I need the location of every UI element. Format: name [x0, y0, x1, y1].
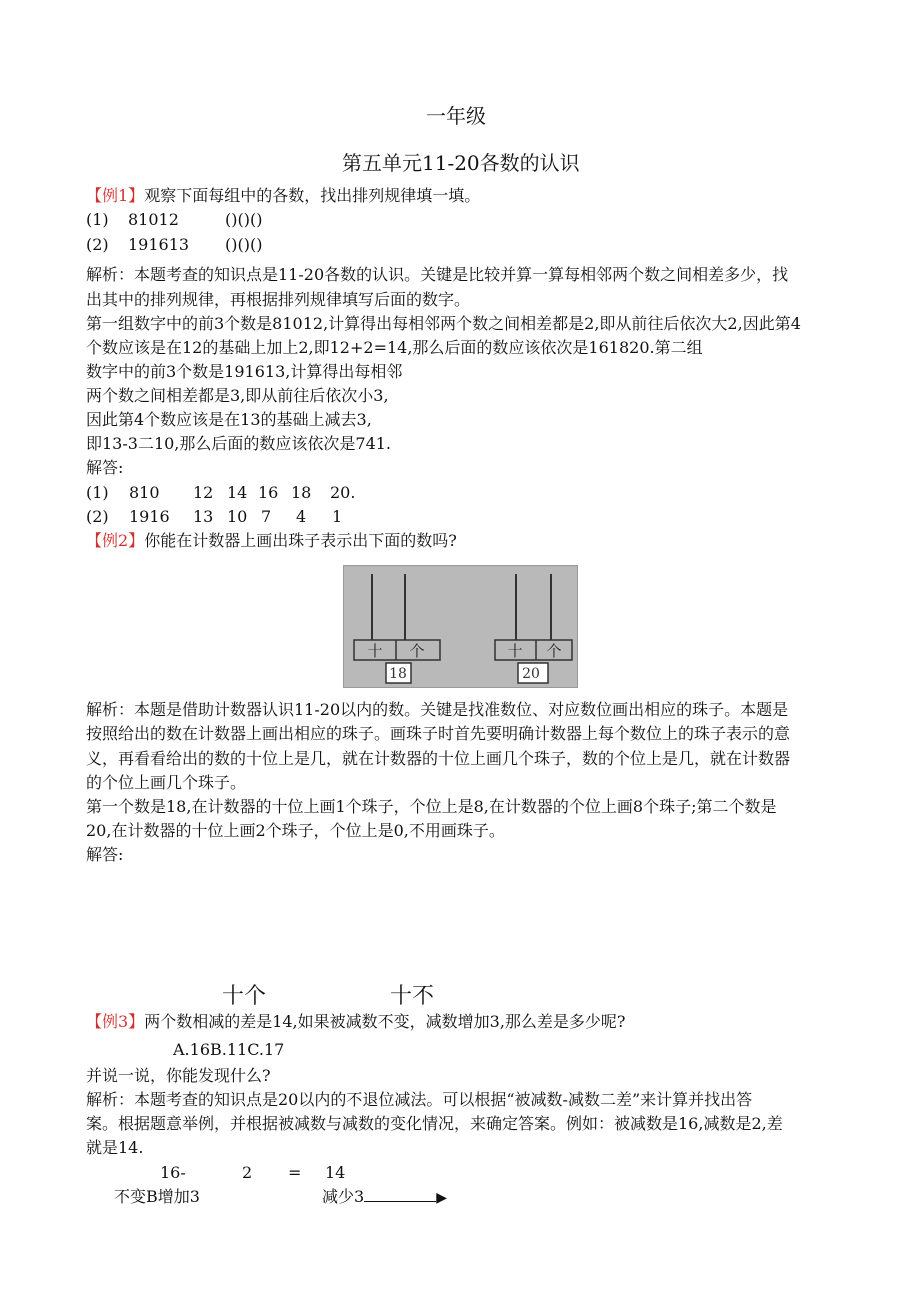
answer-cell: 1916: [129, 507, 170, 526]
example3-note-right: [322, 1185, 447, 1210]
example3-analysis-line: 案。根据题意举例，并根据被减数与减数的变化情况，来确定答案。例如：被减数是16,减数是2,差: [86, 1114, 783, 1133]
item-number: (1): [86, 210, 109, 229]
example3-question: 两个数相减的差是14,如果被减数不变，减数增加3,那么差是多少呢?: [144, 1012, 626, 1031]
item-blanks: ()()(): [225, 210, 263, 229]
example3-analysis-line: 解析：本题考查的知识点是20以内的不退位减法。可以根据“被减数-减数二差”来计算并找出答: [86, 1090, 753, 1109]
example1-question-line: [86, 184, 480, 208]
answer-cell: 18: [291, 483, 312, 502]
example2-analysis-line: 按照给出的数在计数器上画出相应的珠子。画珠子时首先要明确计数器上每个数位上的珠子表示的意: [86, 724, 791, 743]
example1-item-2: [86, 233, 263, 257]
answer-cell: 20.: [330, 483, 356, 502]
example2-answer-label-1: 十个: [222, 984, 267, 1009]
equation-equals: =: [288, 1163, 302, 1182]
example3-prompt: 并说一说，你能发现什么?: [86, 1066, 271, 1085]
item-blanks: ()()(): [225, 235, 263, 254]
counter-1: [354, 574, 440, 683]
answer-cell: 16: [258, 483, 279, 502]
example2-analysis-line: 解析：本题是借助计数器认识11-20以内的数。关键是找准数位、对应数位画出相应的珠子。本题是: [86, 700, 789, 719]
example3-analysis-line: 就是14.: [86, 1138, 144, 1157]
equation-difference: 14: [325, 1163, 346, 1182]
item-sequence: 81012: [128, 210, 179, 229]
answer-cell: 10: [227, 507, 248, 526]
example1-analysis-line: 两个数之间相差都是3,即从前往后依次小3,: [86, 386, 389, 405]
answer-cell: 4: [296, 507, 307, 526]
example1-analysis-line: 出其中的排列规律，再根据排列规律填写后面的数字。: [86, 290, 471, 309]
example1-analysis-line: 因此第4个数应该是在13的基础上减去3,: [86, 410, 372, 429]
example1-answer-row-1: [86, 481, 356, 505]
answer-cell: 12: [193, 483, 214, 502]
example2-tag: 【例2】: [86, 531, 145, 550]
tens-label: 十: [367, 642, 383, 660]
example2-analysis-line: 第一个数是18,在计数器的十位上画1个珠子，个位上是8,在计数器的个位上画8个珠子;第二个数是: [86, 797, 777, 816]
abacus-figure: [343, 565, 578, 688]
arrow-line: [364, 1185, 436, 1202]
ones-label: 个: [546, 642, 562, 660]
example3-options: A.16B.11C.17: [173, 1040, 285, 1059]
example1-analysis-line: 解析：本题考查的知识点是11-20各数的认识。关键是比较并算一算每相邻两个数之间相差多少，找: [86, 265, 789, 284]
example3-question-line: [86, 1010, 625, 1034]
answer-cell: 14: [227, 483, 248, 502]
counter-2: [495, 574, 572, 683]
answer-cell: 1: [332, 507, 343, 526]
counter-number: 18: [389, 666, 407, 682]
tens-label: 十: [507, 642, 523, 660]
note-right-text: 减少3: [322, 1187, 365, 1206]
item-sequence: 191613: [128, 235, 190, 254]
counter-number: 20: [522, 666, 540, 682]
equation-subtrahend: 2: [242, 1163, 253, 1182]
example2-answer-label-2: 十不: [390, 984, 435, 1009]
example1-analysis-line: 即13-3二10,那么后面的数应该依次是741.: [86, 434, 392, 453]
example2-answer-label: 解答:: [86, 845, 124, 864]
answer-cell: 810: [129, 483, 160, 502]
grade-title: 一年级: [426, 104, 486, 128]
example1-analysis-line: 第一组数字中的前3个数是81012,计算得出每相邻两个数之间相差都是2,即从前往后依次大2,因此第4: [86, 314, 801, 333]
example1-answer-row-2: [86, 505, 343, 529]
example3-note-left: 不变B增加3: [114, 1187, 200, 1206]
equation-minuend: 16-: [160, 1163, 186, 1182]
item-number: (2): [86, 235, 109, 254]
example3-tag: 【例3】: [86, 1012, 145, 1031]
example2-analysis-line: 的个位上画几个珠子。: [86, 773, 247, 792]
answer-cell: 7: [261, 507, 272, 526]
answer-number: (1): [86, 483, 109, 502]
example3-equation: [160, 1161, 346, 1185]
example1-question: 观察下面每组中的各数，找出排列规律填一填。: [144, 186, 481, 205]
example1-analysis-line: 个数应该是在12的基础上加上2,即12+2=14,那么后面的数应该依次是161820.第二组: [86, 338, 703, 357]
example1-item-1: [86, 208, 263, 232]
arrow-head-icon: ▶: [436, 1190, 447, 1206]
example2-analysis-line: 20,在计数器的十位上画2个珠子，个位上是0,不用画珠子。: [86, 821, 505, 840]
example1-tag: 【例1】: [86, 186, 145, 205]
example2-analysis-line: 义，再看看给出的数的十位上是几，就在计数器的十位上画几个珠子，数的个位上是几，就在计数器: [86, 749, 791, 768]
example2-question-line: [86, 529, 457, 553]
answer-cell: 13: [193, 507, 214, 526]
example2-question: 你能在计数器上画出珠子表示出下面的数吗?: [144, 531, 457, 550]
ones-label: 个: [409, 642, 425, 660]
example1-analysis-line: 数字中的前3个数是191613,计算得出每相邻: [86, 362, 403, 381]
unit-title: 第五单元11-20各数的认识: [342, 151, 580, 175]
example1-answer-label: 解答:: [86, 458, 124, 477]
answer-number: (2): [86, 507, 109, 526]
